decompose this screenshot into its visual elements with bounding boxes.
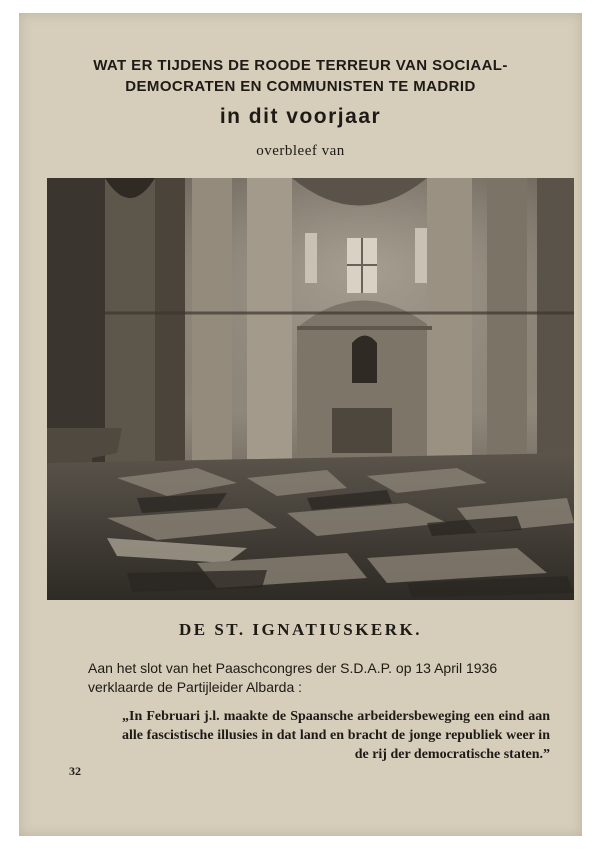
quotation: „In Februari j.l. maakte de Spaansche arbeidersbeweging een eind aan alle fascistische illusies in dat land en bracht de jonge republiek weer in de rij der democratische staten.” (122, 709, 550, 762)
altar (332, 408, 392, 453)
photo-caption: DE ST. IGNATIUSKERK. (178, 620, 423, 639)
headline-tail: overbleef van (256, 143, 345, 159)
page-number: 32 (69, 764, 81, 778)
photo-illustration (47, 178, 574, 600)
window (415, 228, 427, 283)
niche (352, 336, 377, 384)
intro-paragraph: Aan het slot van het Paaschcongres der S.D.A.P. op 13 April 1936 verklaarde de Partijleider Albarda : (88, 660, 498, 695)
headline: WAT ER TIJDENS DE ROODE TERREUR VAN SOCIAAL-DEMOCRATEN EN COMMUNISTEN TE MADRID (93, 57, 508, 95)
window (305, 233, 317, 283)
document-page (19, 13, 582, 836)
church-ruins-photo (47, 178, 574, 600)
subheadline: in dit voorjaar (219, 105, 382, 128)
